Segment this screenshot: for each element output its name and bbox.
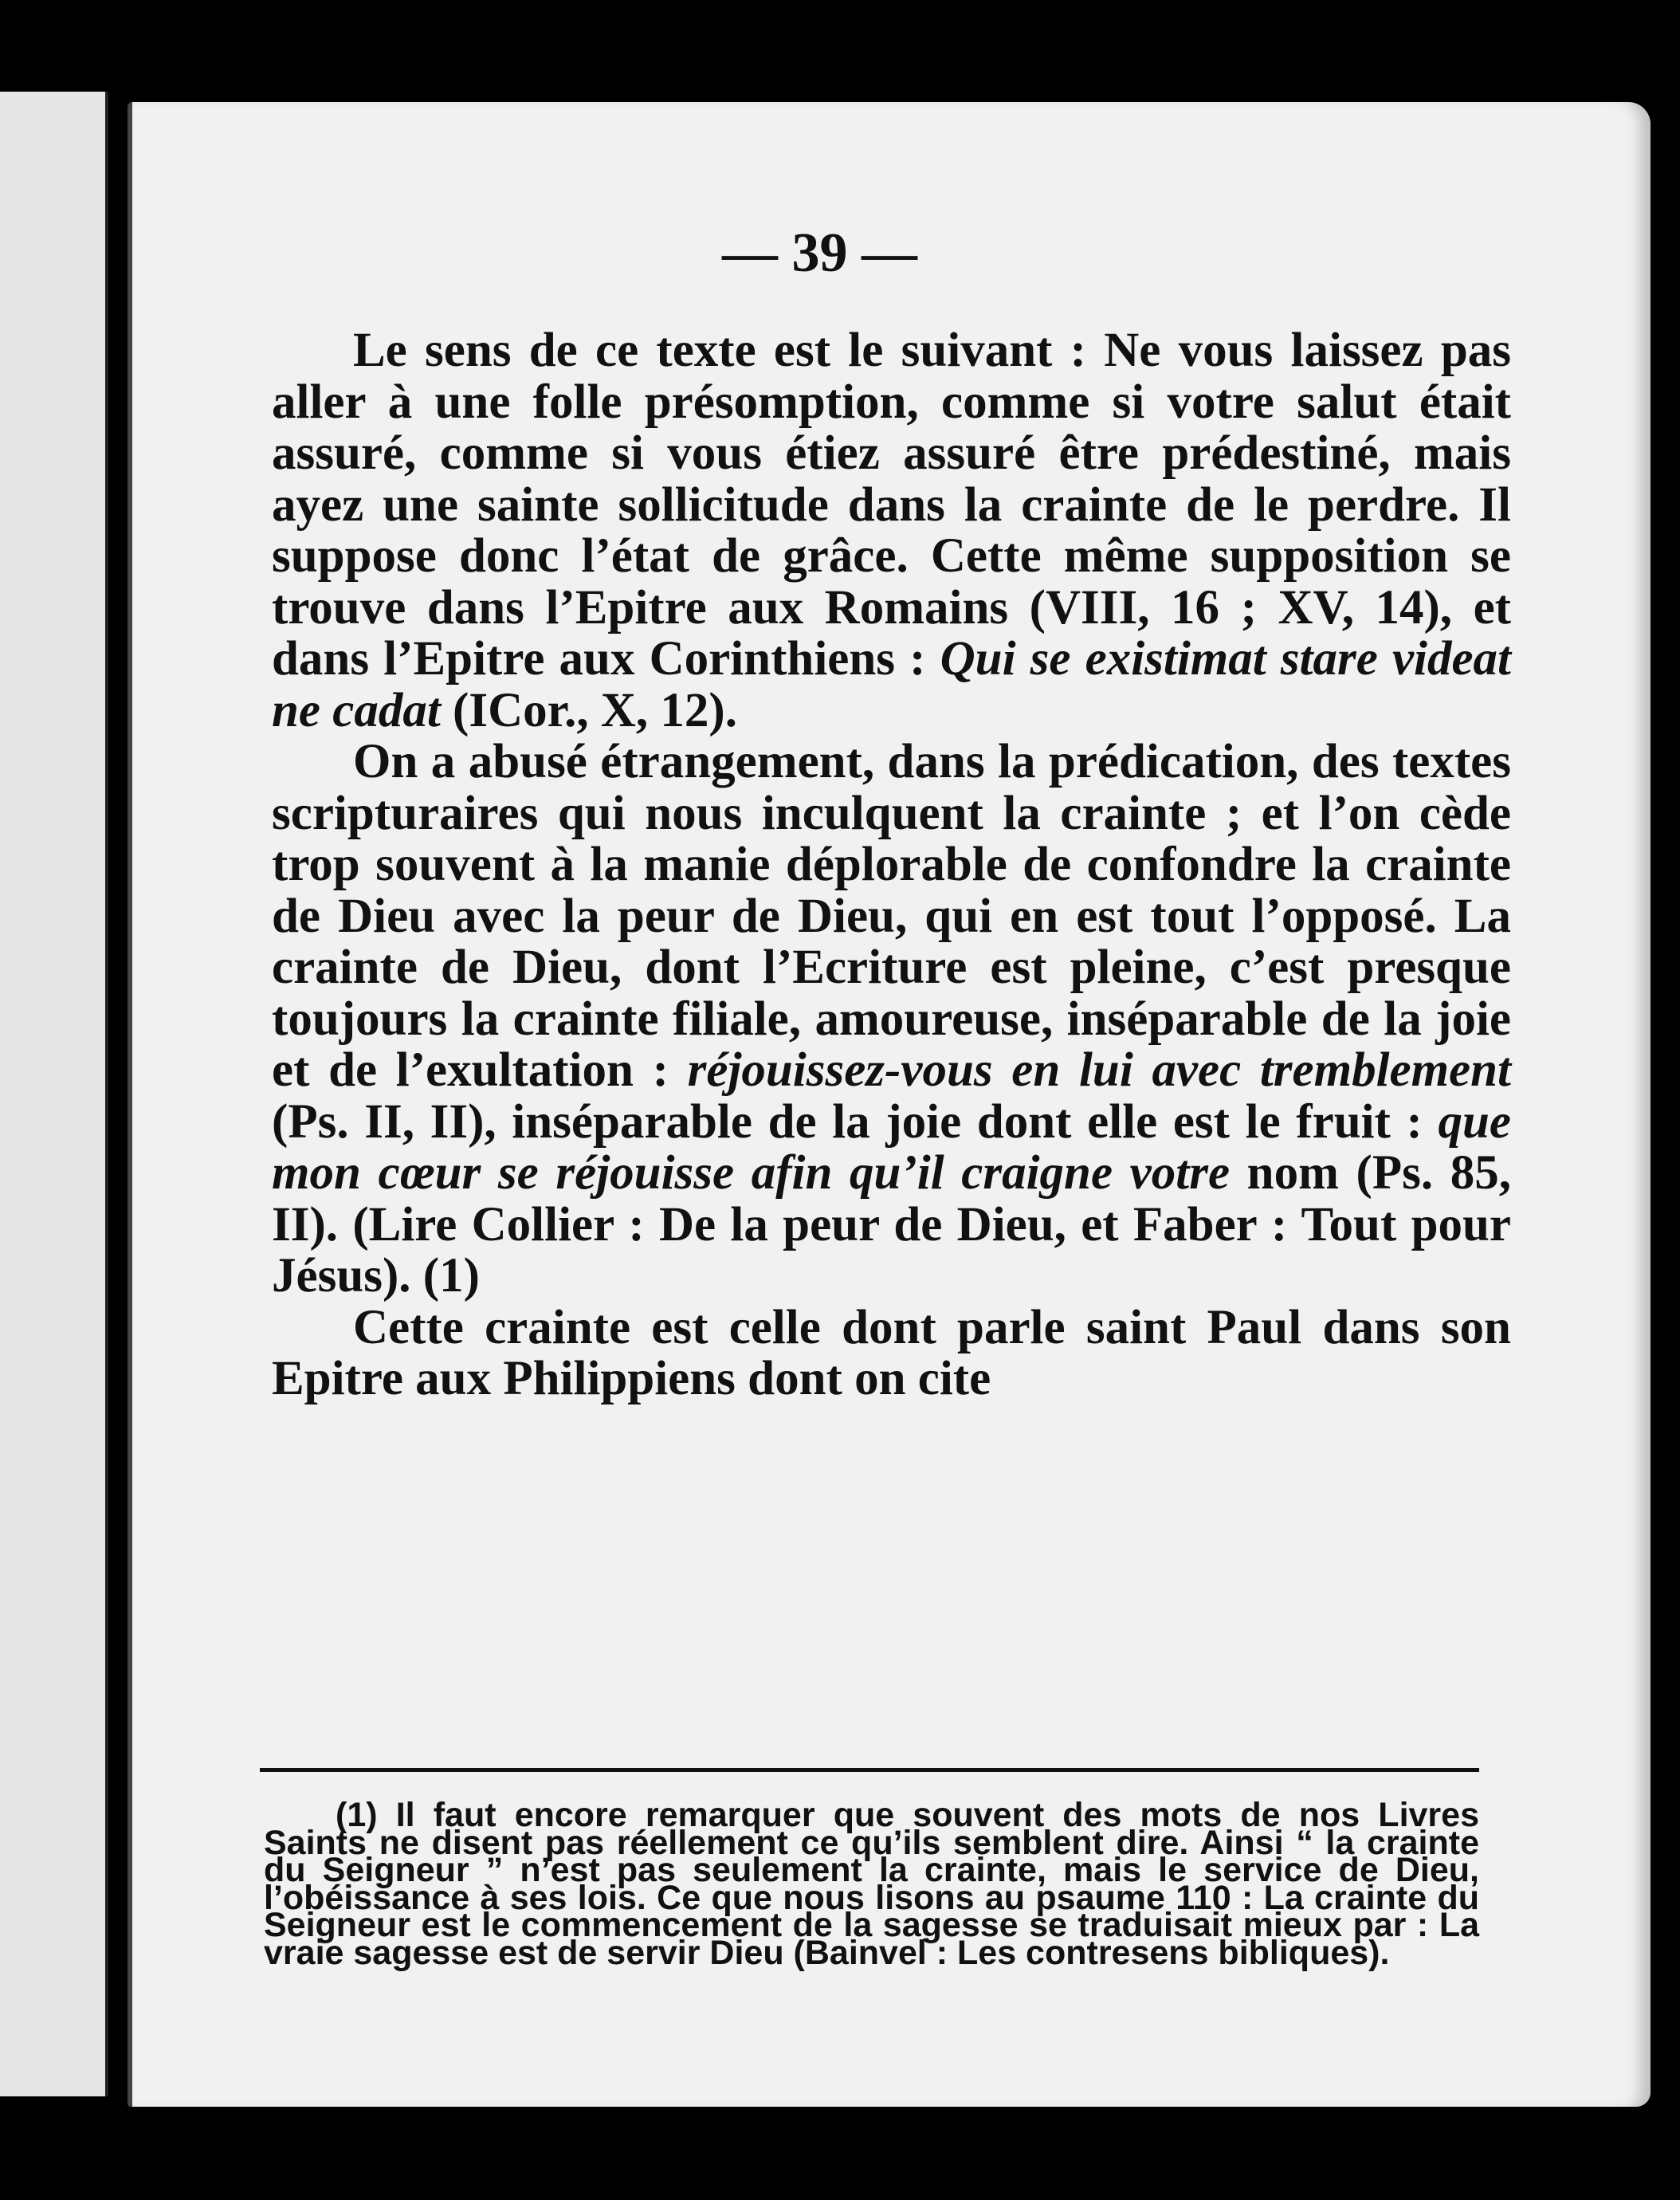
paragraph-2-text-b: (Ps. II, II), inséparable de la joie dont elle est le fruit : [272, 1094, 1439, 1149]
paragraph-3: Cette crainte est celle dont parle saint Paul dans son Epitre aux Philippiens dont on cite [272, 1300, 1511, 1405]
footnote [264, 1796, 1479, 1972]
page-number: — 39 — [722, 222, 917, 284]
paragraph-1-text-b: (ICor., X, 12). [440, 683, 737, 737]
book-page [128, 102, 1651, 2107]
paragraph-1-latin-quote: Qui se existimat stare videat ne cadat [272, 632, 1512, 737]
paragraph-2-text-c: nom (Ps. 85, II). (Lire Collier : De la peur de Dieu, et Faber : Tout pour Jésus). (1) [272, 1146, 1511, 1302]
paragraph-2-quote-1: réjouissez-vous en lui avec tremblement [687, 1043, 1511, 1097]
paragraph-2 [272, 737, 1511, 1302]
paragraph-2-text-a: On a abusé étrangement, dans la prédication, des textes scripturaires qui nous inculquent la crainte ; et l’on cède trop souvent à la manie déplorable de confondre la crainte de Dieu avec la peur de Dieu, qui en est tout l’opposé. La crainte de Dieu, dont l’Ecriture est pleine, c’est presque toujours la crainte filiale, amoureuse, inséparable de la joie et de l’exultation : [272, 735, 1511, 1097]
previous-page-edge [0, 92, 108, 2096]
paragraph-2-quote-2: que mon cœur se réjouisse afin qu’il craigne votre [272, 1094, 1511, 1200]
body-text [272, 325, 1511, 1405]
paragraph-1 [272, 325, 1511, 737]
paragraph-1-text-a: Le sens de ce texte est le suivant : Ne vous laissez pas aller à une folle présomption, comme si votre salut était assuré, comme si vous étiez assuré être prédestiné, mais ayez une sainte sollicitude dans la crainte de le perdre. Il suppose donc l’état de grâce. Cette même supposition se trouve dans l’Epitre aux Romains (VIII, 16 ; XV, 14), et dans l’Epitre aux Corinthiens : [272, 324, 1511, 686]
footnote-divider [260, 1768, 1479, 1772]
footnote-text: (1) Il faut encore remarquer que souvent des mots de nos Livres Saints ne disent pas réellement ce qu’ils semblent dire. Ainsi “ la crainte du Seigneur ” n’est pas seulement la crainte, mais le service de Dieu, l’obéissance à ses lois. Ce que nous lisons au psaume 110 : La crainte du Seigneur est le commencement de la sagesse se traduisait mieux par : La vraie sagesse est de servir Dieu (Bainvel : Les contresens bibliques). [264, 1796, 1479, 1972]
